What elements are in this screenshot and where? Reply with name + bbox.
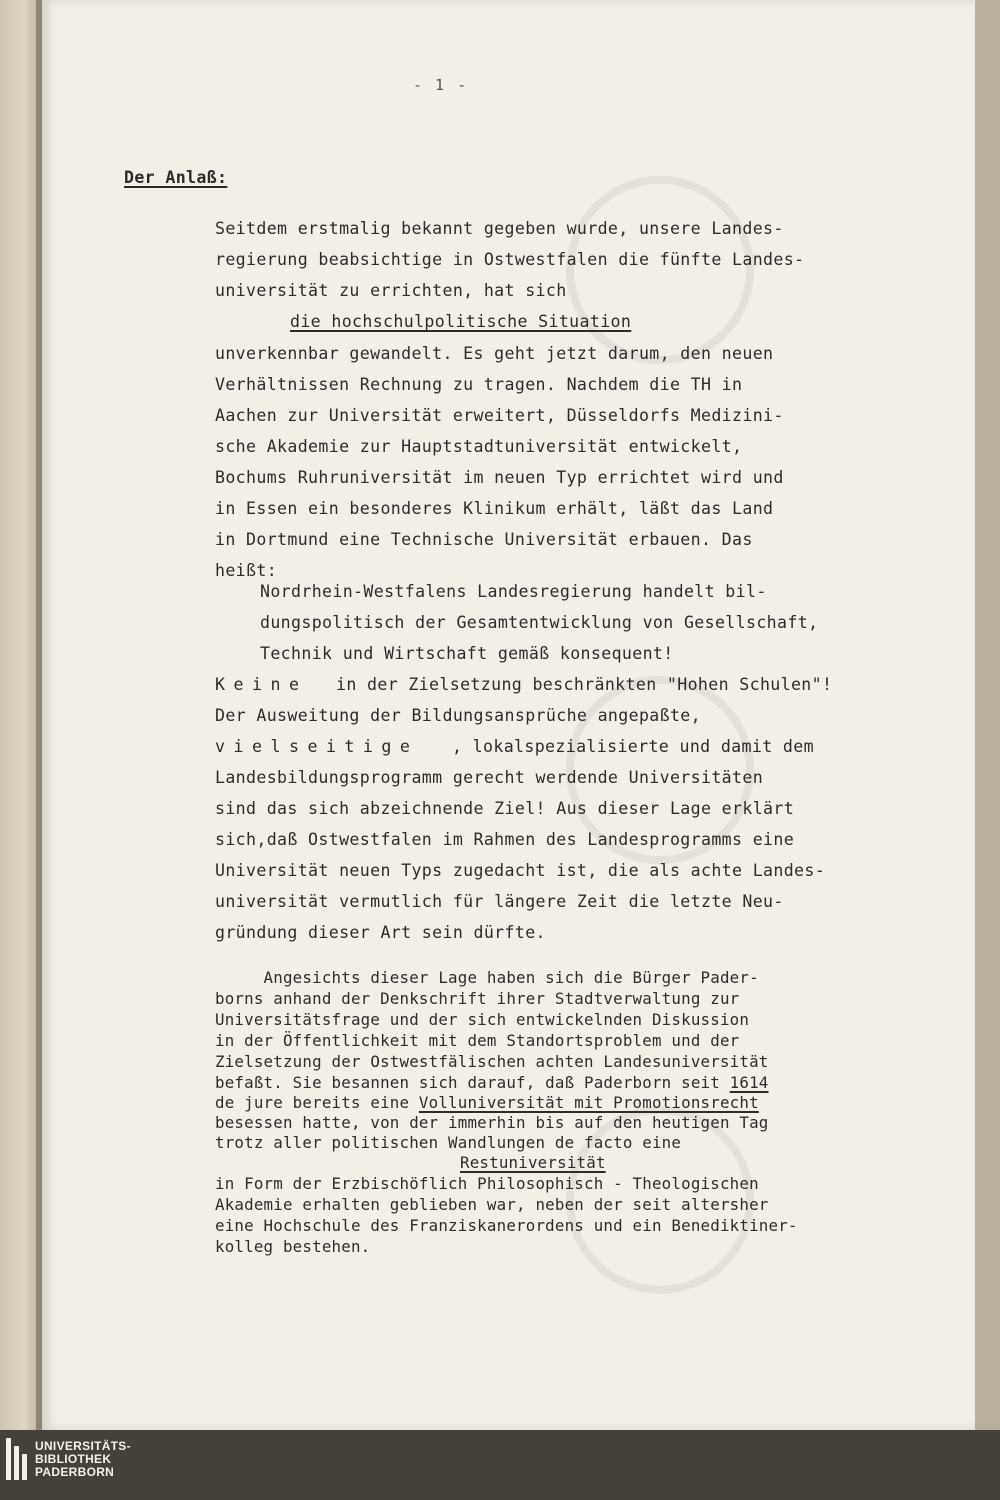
section-heading: Der Anlaß:: [124, 168, 228, 187]
paragraph-line: Angesichts dieser Lage haben sich die Bürger Pader-: [215, 968, 759, 987]
right-page-edge: [975, 0, 1000, 1430]
paragraph-line: besessen hatte, von der immerhin bis auf den heutigen Tag: [215, 1113, 769, 1132]
paragraph-line: Bochums Ruhruniversität im neuen Typ errichtet wird und: [215, 468, 784, 487]
paragraph-line: sche Akademie zur Hauptstadtuniversität entwickelt,: [215, 437, 743, 456]
paragraph-line: Verhältnissen Rechnung zu tragen. Nachdem die TH in: [215, 375, 743, 394]
paragraph-line: Universität neuen Typs zugedacht ist, die als achte Landes-: [215, 861, 826, 880]
page-number: - 1 -: [413, 76, 469, 94]
logo-line: UNIVERSITÄTS-: [35, 1438, 131, 1453]
footer-band: [0, 1430, 1000, 1500]
paragraph-line: in Dortmund eine Technische Universität erbauen. Das: [215, 530, 753, 549]
paragraph-line: regierung beabsichtige in Ostwestfalen die fünfte Landes-: [215, 250, 805, 269]
indented-line: Technik und Wirtschaft gemäß konsequent!: [260, 644, 674, 663]
logo-line: PADERBORN: [35, 1464, 115, 1479]
emphasis-line: die hochschulpolitische Situation: [290, 312, 632, 331]
paragraph-line: Aachen zur Universität erweitert, Düsseldorfs Medizini-: [215, 406, 784, 425]
spaced-word: Keine: [215, 675, 308, 694]
library-logo: [6, 1438, 131, 1480]
emphasis-phrase: Volluniversität mit Promotionsrecht: [418, 1093, 759, 1112]
previous-page-edge: [0, 0, 40, 1430]
paragraph-line: eine Hochschule des Franziskanerordens und ein Benediktiner-: [215, 1216, 798, 1235]
paragraph-line: in der Öffentlichkeit mit dem Standortsproblem und der: [215, 1031, 740, 1050]
indented-line: dungspolitisch der Gesamtentwicklung von Gesellschaft,: [260, 613, 819, 632]
paragraph-line: [215, 1093, 759, 1113]
spaced-word: vielseitige: [215, 737, 419, 756]
paragraph-line: universität zu errichten, hat sich: [215, 281, 567, 300]
emphasis-word: Restuniversität: [460, 1153, 606, 1172]
paragraph-line: heißt:: [215, 561, 278, 580]
library-name: [35, 1440, 131, 1479]
indented-line: Nordrhein-Westfalens Landesregierung handelt bil-: [260, 582, 767, 601]
paragraph-line: borns anhand der Denkschrift ihrer Stadtverwaltung zur: [215, 989, 740, 1008]
paragraph-line: in der Zielsetzung beschränkten "Hohen Schulen"!: [336, 675, 833, 694]
paragraph-text: befaßt. Sie besannen sich darauf, daß Paderborn seit: [215, 1073, 730, 1092]
paragraph-line: Zielsetzung der Ostwestfälischen achten Landesuniversität: [215, 1052, 769, 1071]
paragraph-text: de jure bereits eine: [215, 1093, 419, 1112]
paragraph-line: , lokalspezialisierte und damit dem: [452, 737, 814, 756]
paragraph-line: sind das sich abzeichnende Ziel! Aus dieser Lage erklärt: [215, 799, 795, 818]
logo-line: BIBLIOTHEK: [35, 1451, 112, 1466]
paragraph-line: in Form der Erzbischöflich Philosophisch - Theologischen: [215, 1174, 759, 1193]
paragraph-line: kolleg bestehen.: [215, 1237, 371, 1256]
paragraph-line: trotz aller politischen Wandlungen de facto eine: [215, 1133, 682, 1152]
paragraph-line: Landesbildungsprogramm gerecht werdende Universitäten: [215, 768, 764, 787]
founding-year: 1614: [729, 1073, 769, 1092]
paragraph-line: Akademie erhalten geblieben war, neben der seit altersher: [215, 1195, 769, 1214]
paragraph-line: in Essen ein besonderes Klinikum erhält, läßt das Land: [215, 499, 774, 518]
paragraph-line: universität vermutlich für längere Zeit die letzte Neu-: [215, 892, 784, 911]
paragraph-line: [215, 1073, 769, 1093]
paragraph-line: gründung dieser Art sein dürfte.: [215, 923, 546, 942]
paragraph-line: unverkennbar gewandelt. Es geht jetzt darum, den neuen: [215, 344, 774, 363]
paragraph-line: Der Ausweitung der Bildungsansprüche angepaßte,: [215, 706, 701, 725]
library-logo-icon: [6, 1438, 27, 1480]
paragraph-line: Seitdem erstmalig bekannt gegeben wurde, unsere Landes-: [215, 219, 784, 238]
paragraph-line: Universitätsfrage und der sich entwickelnden Diskussion: [215, 1010, 750, 1029]
paragraph-line: sich,daß Ostwestfalen im Rahmen des Landesprogramms eine: [215, 830, 795, 849]
